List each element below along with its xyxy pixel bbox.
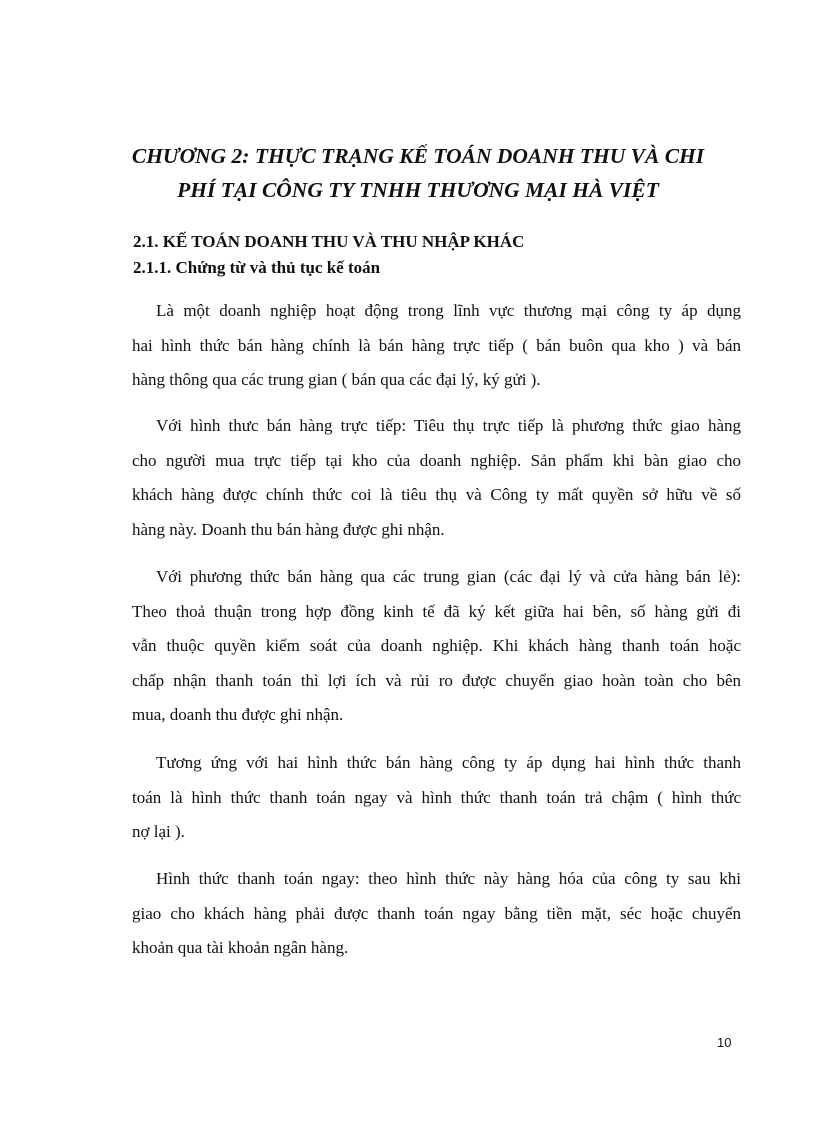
paragraph-3 [132, 560, 741, 733]
paragraph-line: Với phương thức bán hàng qua các trung gian (các đại lý và cửa hàng bán lẻ): [156, 567, 741, 586]
paragraph-line: Tương ứng với hai hình thức bán hàng công ty áp dụng hai hình thức thanh [156, 753, 741, 772]
paragraph-line: cho người mua trực tiếp tại kho của doanh nghiệp. Sản phẩm khi bàn giao cho [132, 450, 741, 470]
paragraph-line: chấp nhận thanh toán thì lợi ích và rủi ro được chuyển giao hoàn toàn cho bên [132, 670, 741, 690]
paragraph-line: khoản qua tài khoản ngân hàng. [132, 938, 349, 957]
paragraph-line: toán là hình thức thanh toán ngay và hình thức thanh toán trả chậm ( hình thức [132, 787, 741, 807]
paragraph-line: vẫn thuộc quyền kiểm soát của doanh nghiệp. Khi khách hàng thanh toán hoặc [132, 636, 741, 655]
paragraph-line: hàng này. Doanh thu bán hàng được ghi nhận. [132, 519, 445, 539]
paragraph-line: nợ lại ). [132, 822, 185, 841]
paragraph-line: hai hình thức bán hàng chính là bán hàng trực tiếp ( bán buôn qua kho ) và bán [132, 335, 741, 355]
paragraph-line: hàng thông qua các trung gian ( bán qua các đại lý, ký gửi ). [132, 370, 541, 389]
paragraph-5 [132, 862, 741, 966]
paragraph-line: Theo thoả thuận trong hợp đồng kinh tế đã ký kết giữa hai bên, số hàng gửi đi [132, 601, 741, 621]
paragraph-line: khách hàng được chính thức coi là tiêu thụ và Công ty mất quyền sở hữu về số [132, 485, 741, 504]
paragraph-line: Hình thức thanh toán ngay: theo hình thức này hàng hóa của công ty sau khi [156, 869, 741, 888]
section-heading: 2.1. KẾ TOÁN DOANH THU VÀ THU NHẬP KHÁC [133, 232, 525, 251]
subsection-heading: 2.1.1. Chứng từ và thủ tục kế toán [133, 258, 381, 277]
chapter-title-line-1: CHƯƠNG 2: THỰC TRẠNG KẾ TOÁN DOANH THU VÀ CHI [131, 144, 705, 168]
paragraph-line: Là một doanh nghiệp hoạt động trong lĩnh vực thương mại công ty áp dụng [156, 301, 741, 320]
paragraph-1 [132, 294, 741, 398]
page-number: 10 [717, 1035, 732, 1050]
paragraph-line: Với hình thưc bán hàng trực tiếp: Tiêu thụ trực tiếp là phương thức giao hàng [156, 416, 741, 435]
chapter-title [100, 139, 736, 207]
paragraph-4 [132, 746, 741, 850]
paragraph-line: mua, doanh thu được ghi nhận. [132, 705, 344, 724]
chapter-title-line-2: PHÍ TẠI CÔNG TY TNHH THƯƠNG MẠI HÀ VIỆT [177, 178, 659, 202]
paragraph-line: giao cho khách hàng phải được thanh toán ngay bằng tiền mặt, séc hoặc chuyển [132, 903, 741, 923]
paragraph-2 [132, 409, 741, 547]
